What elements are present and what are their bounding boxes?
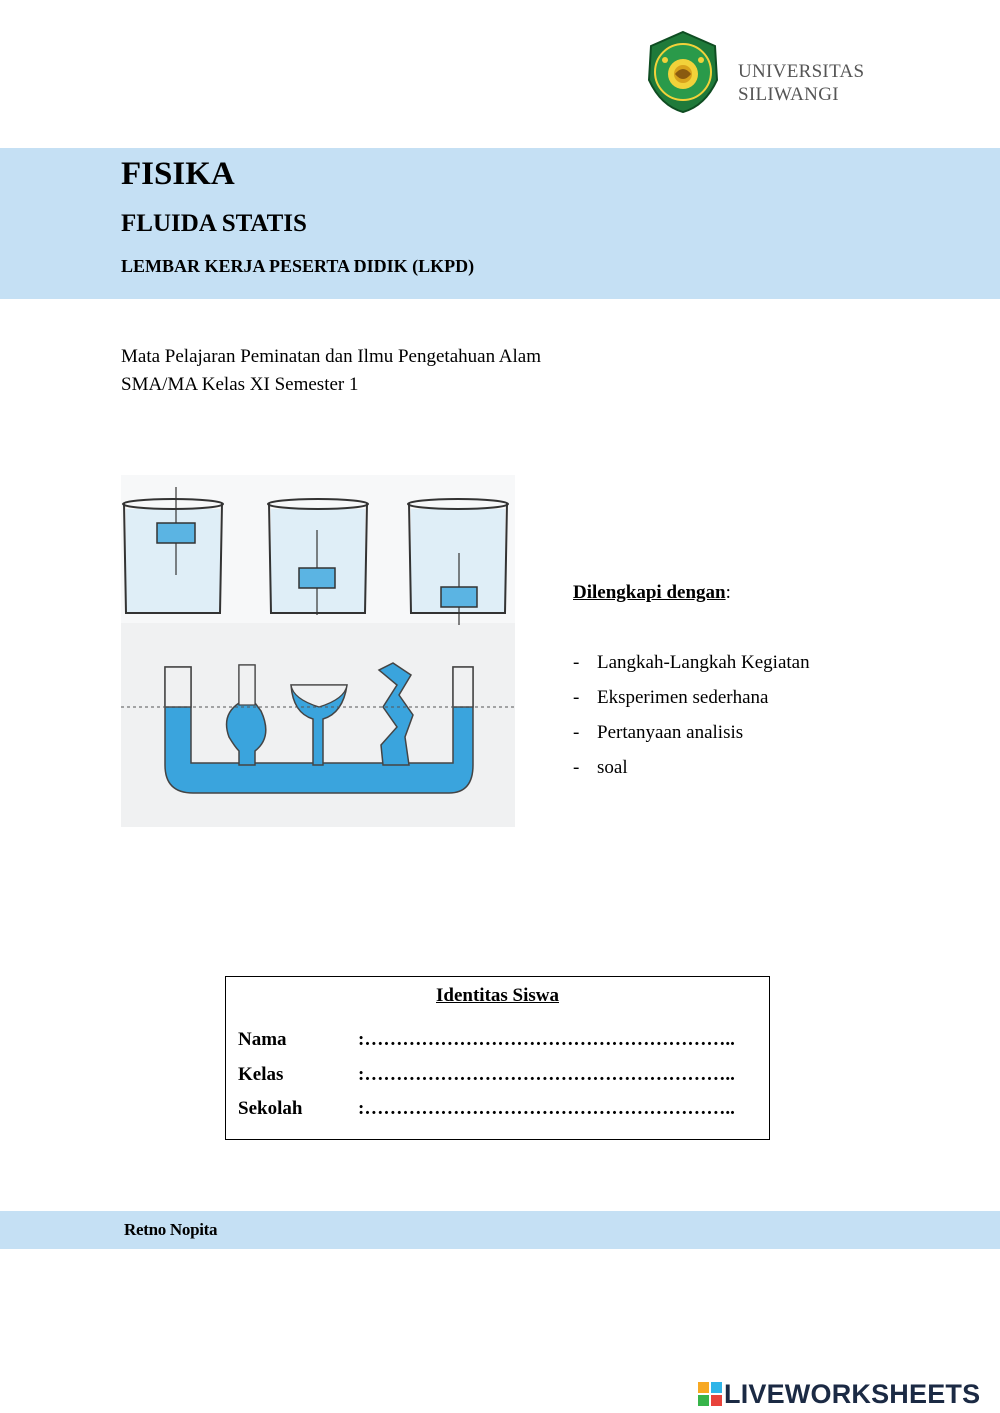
beaker-sinking <box>408 499 508 625</box>
class-line: SMA/MA Kelas XI Semester 1 <box>121 374 359 395</box>
class-field[interactable]: :………………………………………………….. <box>358 1064 735 1085</box>
document-type: LEMBAR KERJA PESERTA DIDIK (LKPD) <box>121 256 475 276</box>
student-identity-box <box>225 976 770 1140</box>
feature-label: soal <box>597 757 628 778</box>
university-name-line2: SILIWANGI <box>738 84 839 105</box>
identity-label: Sekolah <box>238 1098 303 1119</box>
feature-label: Eksperimen sederhana <box>597 687 769 708</box>
liveworksheets-icon <box>698 1382 722 1406</box>
topic-title: FLUIDA STATIS <box>121 210 307 237</box>
identity-label: Nama <box>238 1029 287 1050</box>
university-name <box>738 60 864 106</box>
identity-row-name <box>238 1029 735 1051</box>
feature-label: Pertanyaan analisis <box>597 722 744 743</box>
university-seal-logo <box>645 30 721 114</box>
beaker-suspended <box>268 499 368 615</box>
identity-label: Kelas <box>238 1064 284 1085</box>
features-heading <box>573 582 731 604</box>
university-name-line1: UNIVERSITAS <box>738 61 865 82</box>
author-name: Retno Nopita <box>124 1220 218 1239</box>
liveworksheets-logo <box>698 1379 980 1409</box>
list-item: - Eksperimen sederhana <box>573 687 769 708</box>
identity-row-school <box>238 1098 735 1120</box>
name-field[interactable]: :………………………………………………….. <box>358 1029 735 1050</box>
feature-label: Langkah-Langkah Kegiatan <box>597 652 810 673</box>
page-title: FISIKA <box>121 156 235 192</box>
features-heading-colon: : <box>725 582 731 603</box>
liveworksheets-wordmark: LIVEWORKSHEETS <box>724 1378 981 1409</box>
fluid-illustration <box>121 475 515 827</box>
identity-title: Identitas Siswa <box>436 985 559 1006</box>
list-item: - Langkah-Langkah Kegiatan <box>573 652 810 673</box>
school-field[interactable]: :………………………………………………….. <box>358 1098 735 1119</box>
list-item: - soal <box>573 757 628 778</box>
features-heading-text: Dilengkapi dengan <box>573 582 726 603</box>
features-list <box>573 651 810 791</box>
subject-line: Mata Pelajaran Peminatan dan Ilmu Pengetahuan Alam <box>121 346 541 367</box>
list-item: - Pertanyaan analisis <box>573 722 744 743</box>
identity-row-class <box>238 1064 735 1086</box>
